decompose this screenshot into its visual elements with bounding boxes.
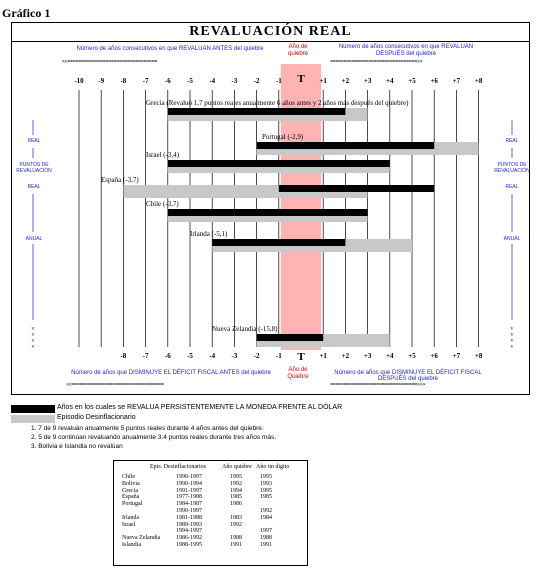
row-value-label: -15,8 [295, 337, 307, 342]
down-arrow-icon: v [31, 332, 35, 338]
x-tick-top: -8 [120, 77, 127, 85]
legend-note-1: 1. 7 de 9 revaluán anualmente 5 puntos reales durante 4 años antes del quiebre. [31, 425, 264, 432]
x-tick-top: +8 [474, 77, 483, 85]
down-arrow-icon: v [31, 326, 35, 332]
footer-left-arrow: <<================================== [66, 382, 164, 388]
x-tick-top: +7 [452, 77, 461, 85]
x-tick-top: T [297, 73, 305, 85]
x-tick-bottom: T [297, 351, 305, 363]
chart-title: REVALUACIÓN REAL [189, 24, 352, 39]
x-tick-bottom: -5 [187, 352, 193, 360]
row-label: Grecia (Revaluó 1,7 puntos reales anualmente 6 años antes y 2 años más después del quiebre) [146, 99, 409, 107]
revaluation-bar [168, 160, 390, 167]
x-tick-bottom: +4 [386, 352, 394, 360]
x-tick-bottom: -1 [275, 352, 282, 360]
x-tick-bottom: +1 [319, 352, 327, 360]
x-tick-top: -2 [253, 77, 260, 85]
table-cell: 1991 [260, 542, 272, 548]
x-tick-top: -9 [98, 77, 105, 85]
left-side-label-2: PUNTOS DE REVALUACIÓN [16, 162, 52, 174]
revaluation-bar [257, 334, 324, 341]
x-tick-top: -5 [187, 77, 193, 85]
table-row [114, 474, 309, 480]
legend-label-revalua: Años en los cuales se REVALUA PERSISTENTEMENTE LA MONEDA FRENTE AL DÓLAR [57, 404, 343, 411]
x-tick-bottom: +6 [430, 352, 438, 360]
legend-note-2: 2. 5 de 9 continúan revaluando anualmente 3.4 puntos reales durante tres años más. [31, 434, 276, 441]
x-tick-bottom: -6 [164, 352, 171, 360]
table-row [114, 488, 309, 494]
table-cell: 1990-1994 [176, 480, 202, 487]
legend-swatch-desinfl [11, 415, 55, 423]
x-tick-top: +1 [319, 77, 327, 85]
table-cell: 1990-1997 [176, 474, 202, 480]
down-arrow-icon: v [510, 344, 514, 350]
table-cell: 1993 [260, 480, 272, 487]
legend-item-desinfl [11, 414, 371, 424]
x-tick-top: -6 [164, 77, 171, 85]
left-side-label-4: ANUAL [25, 236, 43, 242]
x-tick-top: +6 [430, 77, 438, 85]
header-left-arrow: <<================================= [62, 59, 158, 65]
x-tick-top: +3 [363, 77, 372, 85]
table-cell: 1992 [260, 508, 272, 514]
left-side-label-1: REAL [27, 138, 41, 144]
table-cell: 1981-1988 [176, 514, 202, 521]
table-cell: Bolivia [122, 480, 140, 487]
table-cell: 1984 [260, 514, 272, 521]
table-row [114, 535, 309, 541]
table-cell: Grecia [122, 487, 138, 494]
header-right-arrow: ================================>> [330, 59, 423, 65]
table-cell: Irlanda [122, 514, 139, 521]
x-tick-bottom: -3 [231, 352, 238, 360]
table-cell: 1989-1993 [176, 521, 202, 528]
row-label: España (-3,7) [101, 176, 139, 184]
table-header-break-year: Año quiebre [222, 464, 252, 470]
table-row [114, 522, 309, 528]
row-label: Nueva Zelandia (-15,8) [212, 325, 278, 333]
down-arrow-icon: v [510, 326, 514, 332]
table-cell: 1986-1992 [176, 535, 202, 542]
table-cell: 1984-1987 [176, 501, 202, 508]
legend [11, 404, 371, 451]
right-side-label-2: PUNTOS DE REVALUACIÓN [494, 162, 530, 174]
table-cell: 1985 [260, 494, 272, 501]
x-tick-top: -4 [209, 77, 216, 85]
table-row [114, 508, 309, 514]
row-label: Portugal (-2,9) [262, 133, 304, 141]
header-right-text: Número de años consecutivos en que REVALUAN DESPUÉS del quiebre [338, 44, 474, 57]
down-arrow-icon: v [31, 338, 35, 344]
table-cell: 1986 [230, 501, 242, 508]
table-row [114, 481, 309, 487]
right-side-label-3: REAL [505, 184, 519, 190]
legend-label-desinfl: Episodio Desinflacionario [57, 414, 136, 421]
revaluation-bar [168, 108, 346, 115]
table-cell: 1995 [230, 474, 242, 480]
down-arrow-icon: v [31, 344, 35, 350]
footer-left-text: Número de años que DISMINUYE EL DÉFICIT FISCAL ANTES del quiebre [71, 370, 271, 376]
table-cell: 1977-1988 [176, 494, 202, 501]
x-tick-bottom: -7 [142, 352, 149, 360]
row-value-label: -2,9 [297, 145, 305, 150]
x-tick-top: -7 [142, 77, 149, 85]
table-cell: Portugal [122, 501, 143, 508]
table-row [114, 515, 309, 521]
table-row [114, 501, 309, 507]
x-tick-bottom: +5 [408, 352, 416, 360]
x-tick-bottom: +3 [363, 352, 372, 360]
table-cell: 1994-1997 [176, 528, 202, 535]
right-side-label-4: ANUAL [503, 236, 521, 242]
row-value-label: -1,7 [297, 111, 305, 116]
table-cell: Chile [122, 474, 135, 480]
table-row [114, 494, 309, 500]
table-cell: 1991 [230, 542, 242, 548]
figure-label: Gráfico 1 [2, 6, 51, 20]
table-header-one-digit-year: Año un digito [256, 464, 290, 470]
revaluation-bar [257, 142, 435, 149]
table-cell: 1997 [260, 528, 272, 535]
table-cell: 1988-1995 [176, 542, 202, 548]
x-tick-top: -3 [231, 77, 238, 85]
table-cell: 1985 [230, 494, 242, 501]
table-cell: 1983 [230, 514, 242, 521]
footer-center-text: Año de Quiebre [287, 367, 309, 380]
left-side-label-3: REAL [27, 184, 41, 190]
table-cell: 1988 [230, 535, 242, 542]
table-cell: 1995 [260, 487, 272, 494]
table-cell: Israel [122, 521, 136, 528]
legend-item-revalua [11, 404, 371, 414]
row-value-label: -3,7 [297, 212, 305, 217]
x-tick-top: +2 [341, 77, 350, 85]
table-row [114, 528, 309, 534]
table-cell: España [122, 494, 140, 501]
x-tick-bottom: +2 [341, 352, 350, 360]
table-cell: 1991-1997 [176, 487, 202, 494]
row-label: Israel (-3,4) [146, 151, 180, 159]
x-tick-top: +4 [386, 77, 394, 85]
disinflation-table [113, 460, 308, 566]
row-value-label: -3,4 [297, 163, 305, 168]
row-value-label: -3,7 [297, 188, 305, 193]
x-tick-bottom: -8 [120, 352, 127, 360]
revaluation-bar [168, 209, 368, 216]
header-center-text: Año de quiebre [287, 44, 308, 57]
legend-swatch-revalua [11, 405, 55, 413]
row-value-label: -5,1 [297, 242, 305, 247]
table-row [114, 542, 309, 548]
footer-right-text: Número de años que DISMINUYE EL DÉFICIT FISCAL DESPUÉS del quiebre [334, 370, 482, 382]
table-cell: 1992 [230, 521, 242, 528]
table-cell: 1994 [230, 487, 242, 494]
legend-note-3: 3. Bolivia e Islandia no revalúan [31, 443, 123, 450]
footer-right-arrow: ================================>>> [330, 382, 426, 388]
table-cell: Islandia [122, 542, 141, 548]
x-tick-top: -1 [275, 77, 282, 85]
x-tick-bottom: -4 [209, 352, 216, 360]
table-header-episodes: Epis. Desinflacionarios [150, 464, 206, 470]
table-cell: 1992 [230, 480, 242, 487]
x-tick-bottom: +7 [452, 352, 461, 360]
table-cell: 1995 [260, 474, 272, 480]
row-label: Chile (-3,7) [146, 200, 179, 208]
down-arrow-icon: v [510, 332, 514, 338]
table-cell: Nueva Zelandia [122, 535, 161, 542]
x-tick-top: +5 [408, 77, 416, 85]
x-tick-bottom: -2 [253, 352, 260, 360]
revaluation-bar [212, 239, 345, 246]
down-arrow-icon: v [510, 338, 514, 344]
x-tick-bottom: +8 [474, 352, 483, 360]
row-label: Irlanda (-5,1) [190, 230, 228, 238]
table-cell: 1990-1997 [176, 508, 202, 514]
right-side-label-1: REAL [505, 138, 519, 144]
table-cell: 1988 [260, 535, 272, 542]
x-tick-top: -10 [74, 77, 84, 85]
header-left-text: Número de años consecutivos en que REVALUAN ANTES del quiebre [76, 46, 264, 52]
